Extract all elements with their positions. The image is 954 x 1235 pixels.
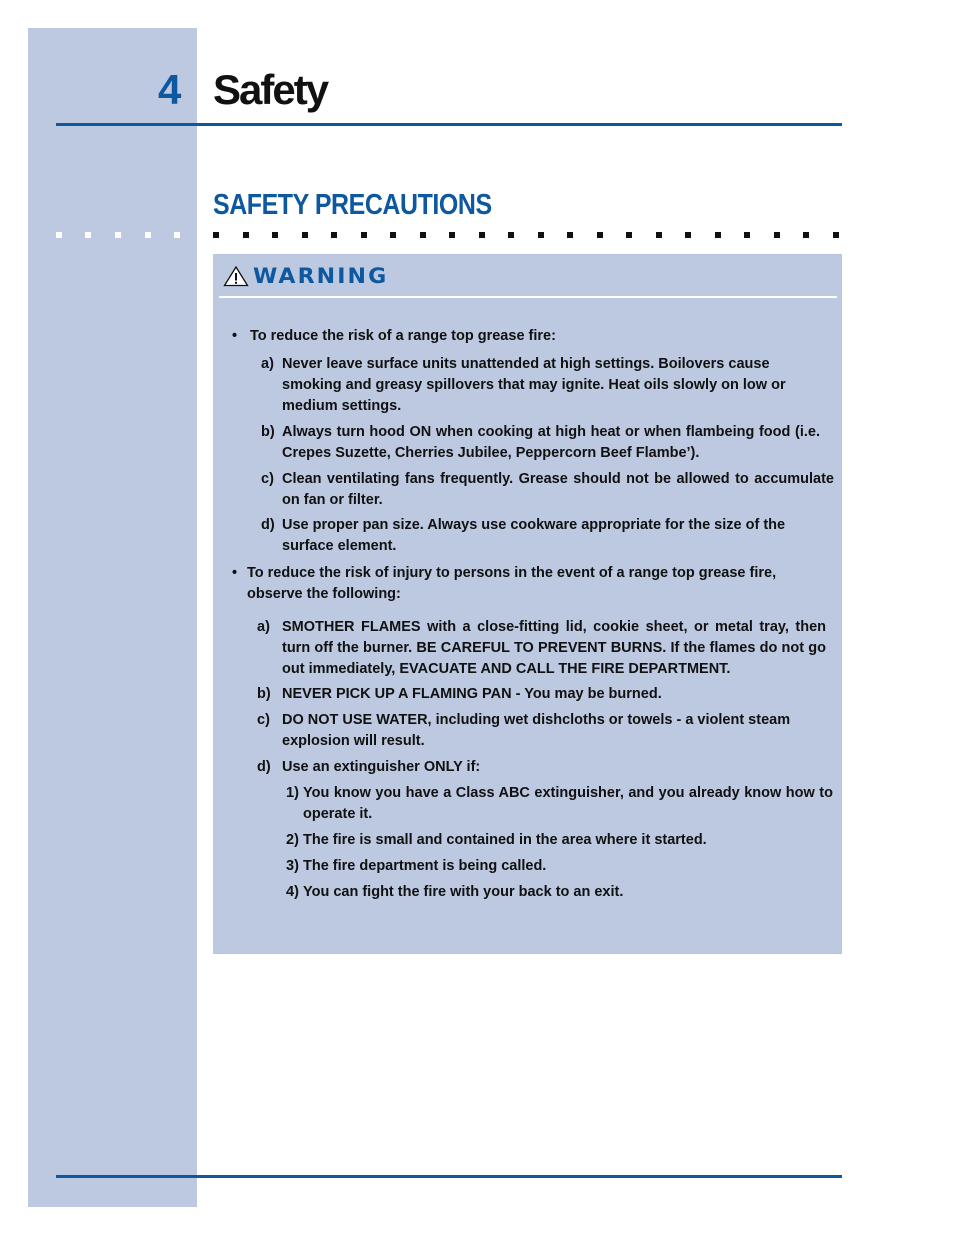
warning-triangle-icon (223, 265, 249, 287)
extinguisher-cond-3-marker: 3) (286, 858, 299, 874)
bullet-1-item-c-marker: c) (261, 471, 274, 487)
separator-dot (744, 232, 750, 238)
separator-dot (508, 232, 514, 238)
separator-dot (626, 232, 632, 238)
page-number: 4 (158, 66, 182, 113)
bullet-2-item-a-marker: a) (257, 619, 270, 635)
separator-dot (449, 232, 455, 238)
bullet-1-text: To reduce the risk of a range top grease fire: (250, 328, 556, 344)
bullet-1-item-a-marker: a) (261, 356, 274, 372)
bullet-2-item-d-marker: d) (257, 759, 271, 775)
bullet-2-item-b-text: NEVER PICK UP A FLAMING PAN - You may be burned. (282, 686, 662, 702)
bullet-1-item-c-text: Clean ventilating fans frequently. Grease should not be allowed to accumulate on fan or filter. (282, 471, 834, 508)
separator-dot (833, 232, 839, 238)
separator-dot (479, 232, 485, 238)
bullet-2-item-a-text: SMOTHER FLAMES with a close-fitting lid, cookie sheet, or metal tray, then turn off the burner. BE CAREFUL TO PREVENT BURNS. If the flames do not go out immediately, EVACUATE AND CALL THE FIRE DEPARTMENT. (282, 619, 826, 677)
bullet-1-item-d-text: Use proper pan size. Always use cookware appropriate for the size of the surface element. (282, 517, 786, 554)
header-rule (56, 123, 842, 126)
separator-dot (331, 232, 337, 238)
bullet-2-text: To reduce the risk of injury to persons in the event of a range top grease fire, observe the following: (247, 565, 777, 602)
separator-dot (567, 232, 573, 238)
warning-box (213, 254, 842, 954)
footer-rule (56, 1175, 842, 1178)
separator-dot (85, 232, 91, 238)
bullet-1-marker: • (232, 328, 238, 344)
bullet-2-item-c-text: DO NOT USE WATER, including wet dishcloths or towels - a violent steam explosion will result. (282, 712, 791, 749)
separator-dot (145, 232, 151, 238)
extinguisher-cond-2-text: The fire is small and contained in the area where it started. (303, 832, 707, 848)
separator-dot (656, 232, 662, 238)
extinguisher-cond-2-marker: 2) (286, 832, 299, 848)
separator-dot (213, 232, 219, 238)
extinguisher-cond-4-marker: 4) (286, 884, 299, 900)
warning-divider (219, 296, 837, 298)
bullet-2-marker: • (232, 565, 238, 581)
separator-dot (390, 232, 396, 238)
left-sidebar-band (28, 28, 197, 1207)
warning-label: WARNING (253, 264, 389, 288)
extinguisher-cond-4-text: You can fight the fire with your back to an exit. (303, 884, 624, 900)
separator-dot (272, 232, 278, 238)
separator-dot (115, 232, 121, 238)
separator-dot (243, 232, 249, 238)
extinguisher-cond-1-text: You know you have a Class ABC extinguisher, and you already know how to operate it. (303, 785, 833, 822)
bullet-2-item-c-marker: c) (257, 712, 270, 728)
separator-dot (361, 232, 367, 238)
separator-dot (597, 232, 603, 238)
separator-dot (715, 232, 721, 238)
separator-dot (538, 232, 544, 238)
separator-dot (302, 232, 308, 238)
bullet-1-item-b-text: Always turn hood ON when cooking at high heat or when flambeing food (i.e. Crepes Suzette, Cherries Jubilee, Peppercorn Beef Flambe’). (282, 424, 820, 461)
section-heading: SAFETY PRECAUTIONS (213, 189, 492, 221)
bullet-2-item-b-marker: b) (257, 686, 271, 702)
bullet-1-item-a-text: Never leave surface units unattended at high settings. Boilovers cause smoking and greasy spillovers that may ignite. Heat oils slowly on low or medium settings. (282, 356, 786, 414)
bullet-1-item-d-marker: d) (261, 517, 275, 533)
separator-dot (803, 232, 809, 238)
separator-dot (174, 232, 180, 238)
separator-dot (774, 232, 780, 238)
warning-header (223, 264, 389, 288)
separator-dot (420, 232, 426, 238)
separator-dot (685, 232, 691, 238)
page-title: Safety (213, 66, 328, 113)
bullet-2-item-d-text: Use an extinguisher ONLY if: (282, 759, 481, 775)
bullet-1-item-b-marker: b) (261, 424, 275, 440)
extinguisher-cond-1-marker: 1) (286, 785, 299, 801)
extinguisher-cond-3-text: The fire department is being called. (303, 858, 547, 874)
separator-dot (56, 232, 62, 238)
